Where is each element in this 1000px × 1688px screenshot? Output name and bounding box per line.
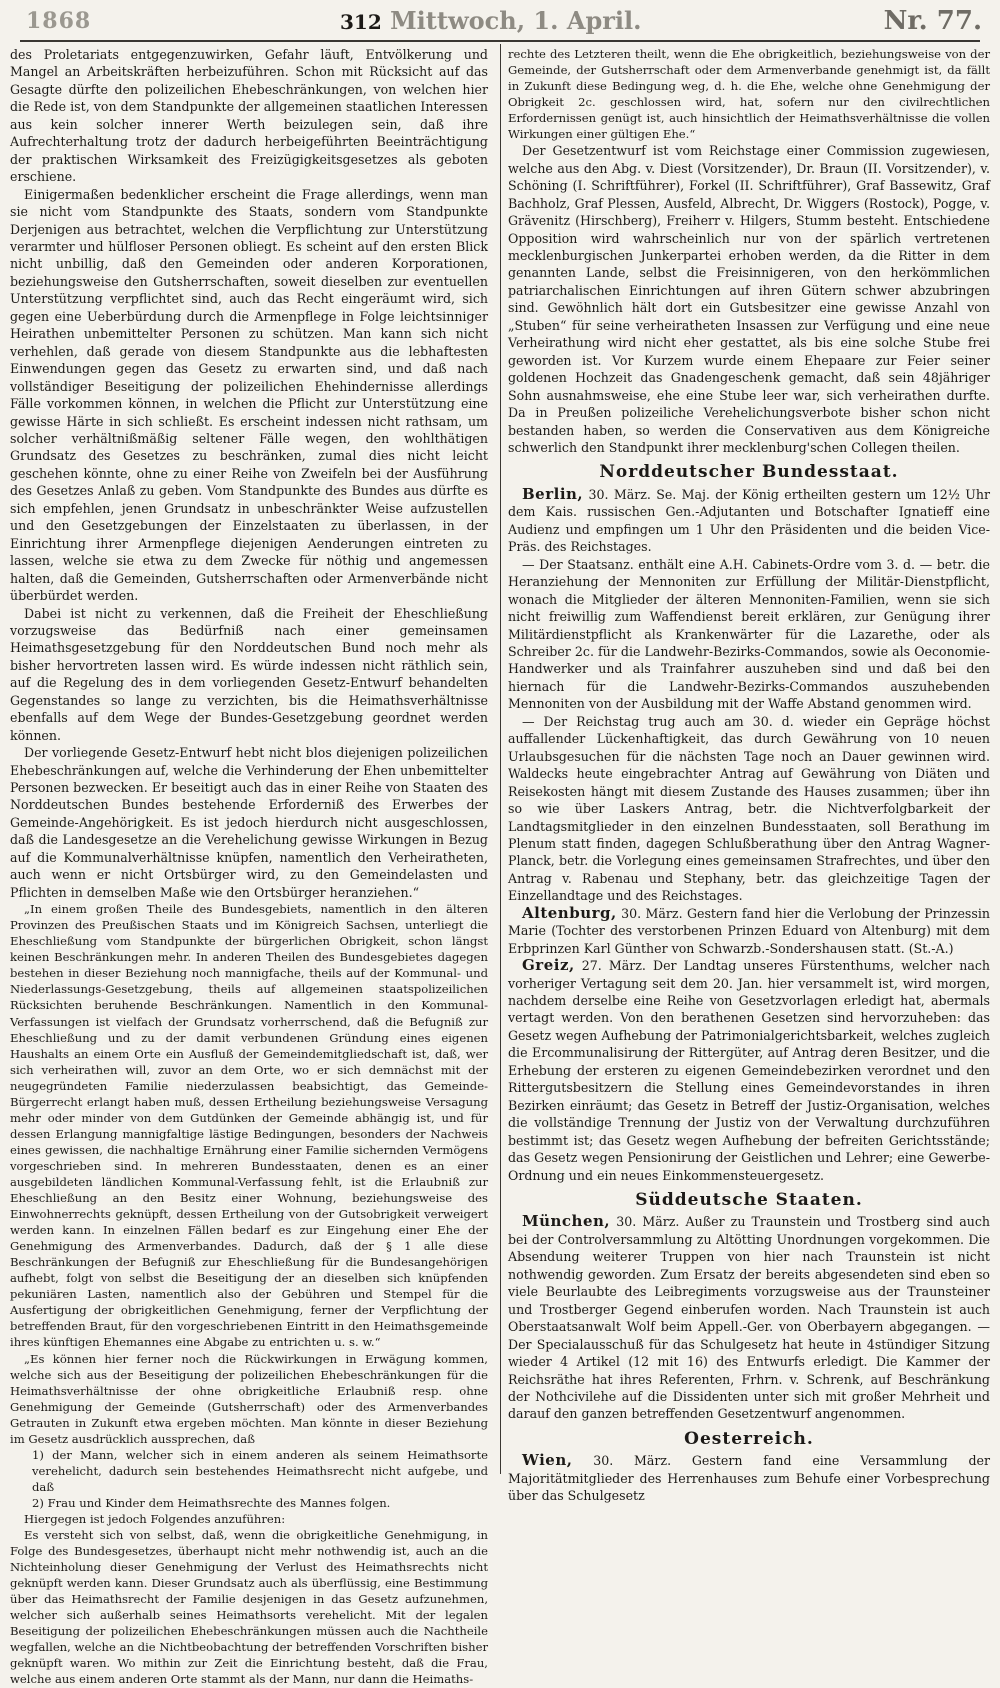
masthead <box>0 0 1000 44</box>
right-column <box>508 46 990 1504</box>
paragraph: rechte des Letzteren theilt, wenn die Ehe obrigkeitlich, beziehungsweise von der Gemeinde, der Gutsherrschaft oder dem Armenverbande genehmigt ist, da fällt in Zukunft diese Bedingung weg, d. h. die Ehe, welche ohne Genehmigung der Obrigkeit 2c. geschlossen wird, hat, sofern nur den civilrechtlichen Erfordernissen genügt ist, auch hinsichtlich der Heimathsverhältnisse die vollen Wirkungen einer gültigen Ehe.“ <box>508 47 990 142</box>
dispatch <box>508 1452 990 1504</box>
masthead-year: 1868 <box>26 8 92 34</box>
dispatch <box>508 1213 990 1422</box>
paragraph: „Es können hier ferner noch die Rückwirkungen in Erwägung kommen, welche sich aus der Beseitigung der polizeilichen Ehebeschränkungen für die Heimathsverhältnisse der ohne obrigkeitliche Erlaubniß resp. ohne Genehmigung der Gemeinde (Gutsherrschaft) oder des Armenverbandes Getrauten in Zukunft etwa ergeben möchten. Man könnte in dieser Beziehung im Gesetz ausdrücklich aussprechen, daß <box>10 1351 488 1446</box>
section-heading: Oesterreich. <box>684 1428 814 1449</box>
left-column <box>10 46 488 1687</box>
dispatch-text: 30. März. Gestern fand eine Versammlung der Majoritätmitglieder des Herrenhauses zum Behufe einer Vorbesprechung über das Schulgesetz <box>508 1453 990 1504</box>
dispatch-text: 27. März. Der Landtag unseres Fürstenthums, welcher nach vorheriger Vertagung seit dem 20. Jan. hier versammelt ist, wird morgen, nachdem derselbe eine Reihe von Gesetzvorlagen erledigt hat, abermals vertagt werden. Von den berathenen Gesetzen sind hervorzuheben: das Gesetz wegen Aufhebung der Patrimonialgerichtsbarkeit, welches zugleich die Ercommunalisirung der Rittergüter, auf Antrag deren Besitzer, und die Erhebung der ersteren zu eigenen Gemeindebezirken verordnet und den Rittergutsbesitzern die Stellung eines Gemeindevorstandes in ihren Bezirken einräumt; das Gesetz in Betreff der Justiz-Organisation, welches die vollständige Trennung der Justiz von der Verwaltung durchzuführen bestimmt ist; das Gesetz wegen Aufhebung der befreiten Gerichtsstände; das Gesetz wegen Pensionirung der Geistlichen und Lehrer; eine Gewerbe-Ordnung und ein neues Einkommensteuergesetz. <box>508 958 990 1183</box>
paragraph: Der Gesetzentwurf ist vom Reichstage einer Commission zugewiesen, welche aus den Abg. v. Diest (Vorsitzender), Dr. Braun (II. Vorsitzender), v. Schöning (I. Schriftführer), Forkel (II. Schriftführer), Graf Bassewitz, Graf Bachholz, Graf Plessen, Ausfeld, Albrecht, Dr. Wiggers (Rostock), Pogge, v. Grävenitz (Hirschberg), Freiherr v. Hilgers, Stumm besteht. Entschiedene Opposition wird wahrscheinlich nur von der spärlich vertretenen mecklenburgischen Junkerpartei erhoben werden, da die Ritter in dem genannten Lande, selbst die Freisinnigeren, von den herkömmlichen patriarchalischen Einrichtungen auf ihren Gütern schwer abzubringen sind. Gewöhnlich hält dort ein Gutsbesitzer eine gewisse Anzahl von „Stuben“ für seine verheiratheten Insassen zur Verfügung und eine neue Verheirathung wird nicht eher gestattet, als bis eine solche Stube frei geworden ist. Vor Kurzem wurde einem Ehepaare zur Feier seiner goldenen Hochzeit das Gnadengeschenk gemacht, daß sein 48jähriger Sohn ausnahmsweise, ehe eine Stube leer war, sich verheirathen durfte. Da in Preußen polizeiliche Verehelichungsverbote bisher schon nicht bestanden haben, so werden die Conservativen aus dem Königreiche schwerlich den Standpunkt ihrer mecklenburg'schen Collegen theilen. <box>508 143 990 455</box>
section-heading: Süddeutsche Staaten. <box>635 1190 863 1211</box>
quoted-section <box>10 901 488 1687</box>
header-rule <box>20 40 980 42</box>
paragraph: „In einem großen Theile des Bundesgebiets, namentlich in den älteren Provinzen des Preußischen Staats und im Königreich Sachsen, unterliegt die Eheschließung vom Standpunkte der bürgerlichen Obrigkeit, schon längst keinen Beschränkungen mehr. In anderen Theilen des Bundesgebietes dagegen bestehen in dieser Beziehung noch mannigfache, theils auf der Kommunal- und Niederlassungs-Gesetzgebung, theils auf allgemeinen staatspolizeilichen Rücksichten beruhende Beschränkungen. Namentlich in den Kommunal-Verfassungen ist vielfach der Grundsatz vorherrschend, daß die Befugniß zur Eheschließung und zu der damit verbundenen Gründung eines eigenen Haushalts an einem Orte ein Ausfluß der Gemeindemitgliedschaft ist, daß, wer sich verheirathen will, zuvor an dem Orte, wo er sich demnächst mit der neugegründeten Familie niederzulassen beabsichtigt, das Gemeinde-Bürgerrecht erlangt haben muß, dessen Ertheilung beziehungsweise Versagung mehr oder minder von dem Gutdünken der Gemeinde abhängig ist, und für dessen Erlangung mannigfaltige lästige Bedingungen, besonders der Nachweis eines gewissen, die nachhaltige Ernährung einer Familie sichernden Vermögens vorgeschrieben sind. In mehreren Bundesstaaten, denen es an einer ausgebildeten ländlichen Kommunal-Verfassung fehlt, ist die Erlaubniß zur Eheschließung an den Besitz einer Wohnung, beziehungsweise des Einwohnerrechts geknüpft, dessen Ertheilung von der Gutsobrigkeit verweigert werden kann. In einzelnen Fällen bedarf es zur Eingehung einer Ehe der Genehmigung des Armenverbandes. Dadurch, daß der § 1 alle diese Beschränkungen der Befugniß zur Eheschließung für die Bundesangehörigen aufhebt, folgt von selbst die Beseitigung der an dieselben sich knüpfenden pekuniären Lasten, namentlich also der Gebühren und Stempel für die Ausfertigung der obrigkeitlichen Genehmigung, ferner der Verpflichtung der betreffenden Braut, für den vorgeschriebenen Eintritt in den Heimathsgemeinde ihres künftigen Ehemannes eine Abgabe zu entrichten u. s. w.“ <box>10 902 488 1350</box>
dispatch-text: 30. März. Außer zu Traunstein und Trostberg sind auch bei der Controlversammlung zu Altötting Unordnungen vorgekommen. Die Absendung weiterer Truppen von hier nach Traunstein ist nicht nothwendig geworden. Zum Ersatz der bereits abgesendeten sind eben so viele Beurlaubte des Leibregiments vorzugsweise aus der Traunsteiner und Trostberger Gegend einberufen worden. Nach Traunstein ist auch Oberstaatsanwalt Wolf beim Appell.-Ger. von Oberbayern abgegangen. — Der Specialausschuß für das Schulgesetz hat heute in 4stündiger Sitzung wieder 4 Artikel (12 mit 16) des Entwurfs erledigt. Die Kammer der Reichsräthe hat ihres Referenten, Frhrn. v. Schrenk, auf Beschränkung der Nothcivilehe auf die Dissidenten unter sich mit großer Mehrheit und darauf den ganzen betreffenden Gesetzentwurf angenommen. <box>508 1214 990 1422</box>
day-date: Mittwoch, 1. April. <box>390 6 642 35</box>
masthead-date <box>340 6 641 35</box>
column-divider <box>500 44 501 1474</box>
dispatch <box>508 957 990 1184</box>
dateline-place: Greiz, <box>522 956 575 975</box>
dispatch-text: 30. März. Gestern fand hier die Verlobung der Prinzessin Marie (Tochter des verstorbenen Prinzen Eduard von Altenburg) mit dem Erbprinzen Karl Günther von Schwarzb.-Sondershausen statt. (St.-A.) <box>508 905 990 956</box>
paragraph: — Der Reichstag trug auch am 30. d. wieder ein Gepräge höchst auffallender Lückenhaftigkeit, das durch Gewährung von 10 neuen Urlaubsgesuchen für die nächsten Tage noch an Dauer gewinnen wird. Waldecks heute eingebrachter Antrag auf Gewährung von Diäten und Reisekosten hängt mit diesem Zustande des Hauses zusammen; über ihn so wie über Laskers Antrag, betr. die Nichtverfolgbarkeit der Landtagsmitglieder in den einzelnen Bundesstaaten, soll Berathung im Plenum statt finden, dagegen Schlußberathung über den Antrag Wagner-Planck, betr. die Vorlegung eines gemeinsamen Strafrechtes, und über den Antrag v. Rabenau und Stephany, betr. das gleichzeitige Tagen der Einzellandtage und des Reichstages. <box>508 713 990 904</box>
list-item: 2) Frau und Kinder dem Heimathsrechte des Mannes folgen. <box>32 1495 391 1510</box>
dateline-place: Wien, <box>522 1451 573 1470</box>
list-item: 1) der Mann, welcher sich in einem anderen als seinem Heimathsorte verehelicht, dadurch sein bestehendes Heimathsrecht nicht aufgebe, und daß <box>32 1447 488 1494</box>
paragraph: Der vorliegende Gesetz-Entwurf hebt nicht blos diejenigen polizeilichen Ehebeschränkungen auf, welche die Verhinderung der Ehen unbemittelter Personen bezwecken. Er beseitigt auch das in einer Reihe von Staaten des Norddeutschen Bundes bestehende Erforderniß des Erwerbes der Gemeinde-Angehörigkeit. Es ist jedoch hierdurch nicht ausgeschlossen, daß die Landesgesetze an die Verehelichung gewisse Wirkungen in Bezug auf die Kommunalverhältnisse knüpfen, namentlich den Verheiratheten, auch wenn er nicht Ortsbürger wird, zu den Gemeindelasten und Pflichten in demselben Maße wie den Ortsbürger heranziehen.“ <box>10 745 488 900</box>
paragraph: Einigermaßen bedenklicher erscheint die Frage allerdings, wenn man sie nicht vom Standpunkte des Staats, sondern vom Standpunkte Derjenigen aus betrachtet, welchen die Verpflichtung zur Unterstützung verarmter und hülfloser Personen obliegt. Es scheint auf den ersten Blick nicht unbillig, daß den Gemeinden oder anderen Korporationen, beziehungsweise den Gutsherrschaften, soweit dieselben zur eventuellen Unterstützung verpflichtet sind, auch das Recht eingeräumt wird, sich gegen eine Ueberbürdung durch die Armenpflege in Folge leichtsinniger Heirathen unbemittelter Personen zu schützen. Man kann sich nicht verhehlen, daß gerade von diesem Standpunkte aus die lebhaftesten Einwendungen gegen das Gesetz zu erwarten sind, und daß nach vollständiger Beseitigung der polizeilichen Ehehindernisse allerdings Fälle vorkommen können, in welchen die Pflicht zur Unterstützung eine gewisse Härte in sich schließt. Es erscheint indessen nicht rathsam, um solcher verhältnißmäßig seltener Fälle wegen, den wohlthätigen Grundsatz des Gesetzes zu beschränken, zumal dies nicht leicht geschehen könnte, ohne zu einer Reihe von Zweifeln bei der Ausführung des Gesetzes Anlaß zu geben. Vom Standpunkte des Bundes aus dürfte es sich empfehlen, jenen Grundsatz in unbeschränkter Weise aufzustellen und den Gesetzgebungen der Einzelstaaten zu überlassen, in der Einrichtung ihrer Armenpflege diejenigen Aenderungen eintreten zu lassen, welche sie etwa zu dem Zwecke für nöthig und angemessen halten, daß die Gemeinden, Gutsherrschaften oder Armenverbände nicht überbürdet werden. <box>10 186 488 604</box>
quoted-section-continued <box>508 46 990 142</box>
paragraph: Dabei ist nicht zu verkennen, daß die Freiheit der Eheschließung vorzugsweise das Bedürfniß nach einer gemeinsamen Heimathsgesetzgebung für den Norddeutschen Bund noch mehr als bisher hervortreten lassen wird. Es würde indessen nicht räthlich sein, auf die Regelung des in dem vorliegenden Gesetz-Entwurf behandelten Gegenstandes so lange zu verzichten, bis die Heimathsverhältnisse ebenfalls auf dem Wege der Bundes-Gesetzgebung geordnet werden können. <box>10 605 488 743</box>
paragraph: Es versteht sich von selbst, daß, wenn die obrigkeitliche Genehmigung, in Folge des Bundesgesetzes, überhaupt nicht mehr nothwendig ist, auch an die Nichteinholung dieser Genehmigung der Verlust des Heimathsrechts nicht geknüpft werden kann. Dieser Grundsatz auch als überflüssig, eine Bestimmung über das Heimathsrecht der Familie desjenigen in das Gesetz aufzunehmen, welcher sich außerhalb seines Heimathsorts verehelicht. Mit der legalen Beseitigung der polizeilichen Ehebeschränkungen müssen auch die Nachtheile wegfallen, welche an die Nichtbeobachtung der betreffenden Vorschriften bisher geknüpft waren. Wo mithin zur Zeit die Einrichtung besteht, daß die Frau, welche aus einem anderen Orte stammt als der Mann, nur dann die Heimaths- <box>10 1528 488 1687</box>
dateline-place: Berlin, <box>522 484 584 503</box>
page-number: 312 <box>340 10 382 34</box>
dateline-place: Altenburg, <box>522 903 617 922</box>
dispatch-text: 30. März. Se. Maj. der König ertheilten gestern um 12½ Uhr dem Kais. russischen Gen.-Adjutanten und Botschafter Ignatieff eine Audienz und empfingen um 1 Uhr den Präsidenten und die beiden Vice-Präs. des Reichstages. <box>508 486 990 555</box>
dateline-place: München, <box>522 1212 611 1231</box>
dispatch <box>508 905 990 957</box>
numbered-list <box>10 1447 488 1511</box>
paragraph: — Der Staatsanz. enthält eine A.H. Cabinets-Ordre vom 3. d. — betr. die Heranziehung der Mennoniten zur Erfüllung der Militär-Dienstpflicht, wonach die Mitglieder der älteren Mennoniten-Familien, wenn sie sich nicht freiwillig zum Waffendienst bereit erklären, zur Genügung ihrer Militärdienstpflicht als Krankenwärter für die Lazarethe, oder als Schreiber 2c. für die Landwehr-Bezirks-Commandos, sowie als Oeconomie-Handwerker und als Trainfahrer auszuheben sind und daß bei den hiernach für die Landwehr-Bezirks-Commandos auszuhebenden Mennoniten von der Ausbildung mit der Waffe Abstand genommen wird. <box>508 556 990 712</box>
section-heading: Norddeutscher Bundesstaat. <box>599 462 899 483</box>
paragraph: des Proletariats entgegenzuwirken, Gefahr läuft, Entvölkerung und Mangel an Arbeitskräften herbeizuführen. Schon mit Rücksicht auf das Gesagte dürfte den polizeilichen Ehebeschränkungen, von welchen hier die Rede ist, von dem Standpunkte der allgemeinen staatlichen Interessen aus kein solcher innerer Werth beizulegen sein, daß ihre Aufrechterhaltung trotz der dadurch herbeigeführten Beeinträchtigung der praktischen Wirksamkeit des Freizügigkeitsgesetzes als geboten erschiene. <box>10 47 488 185</box>
paragraph: Hiergegen ist jedoch Folgendes anzuführen: <box>24 1511 286 1526</box>
dispatch <box>508 486 990 556</box>
issue-number: Nr. 77. <box>883 6 982 36</box>
